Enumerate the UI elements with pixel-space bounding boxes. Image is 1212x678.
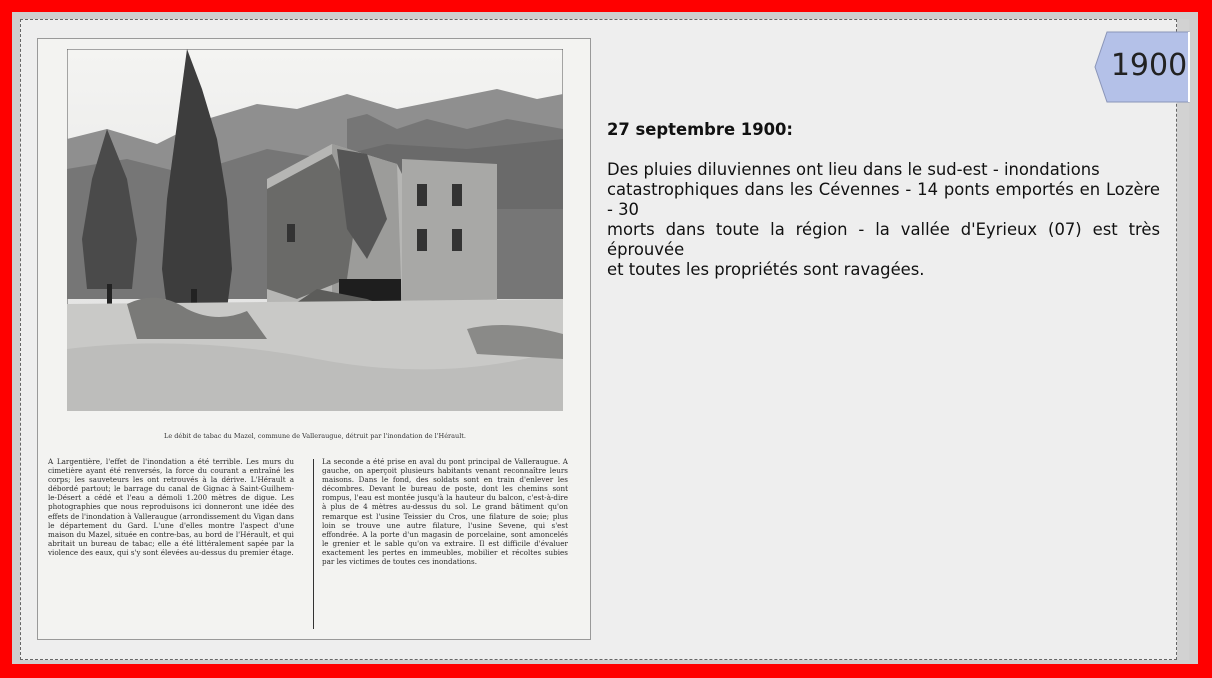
flood-photo	[67, 49, 563, 411]
article-text	[607, 120, 1160, 280]
scan-caption: Le débit de tabac du Mazel, commune de Valleraugue, détruit par l'inondation de l'Hérault.	[164, 432, 466, 440]
article-line: morts dans toute la région - la vallée d'Eyrieux (07) est très	[607, 220, 1160, 239]
article-line: Des pluies diluviennes ont lieu dans le sud-est - inondations	[607, 160, 1100, 179]
article-line: et toutes les propriétés sont ravagées.	[607, 260, 925, 279]
scan-column-right: La seconde a été prise en aval du pont principal de Valleraugue. A gauche, on aperçoit plusieurs habitants venant reconnaître leurs maisons. Dans le fond, des soldats sont en train d'enlever les décombres. Devant le bureau de poste, dont les chemins sont rompus, l'eau est montée jusqu'à la hauteur du balcon, c'est-à-dire à plus de 4 mètres au-dessus du sol. Le grand bâtiment qu'on remarque est l'usine Teissier du Cros, une filature de soie; plus loin se trouve une autre filature, l'usine Sevene, qui s'est effondrée. A la porte d'un magasin de porcelaine, sont amoncelés le grenier et le sable qu'on va extraire. Il est difficile d'évaluer exactement les pertes en immeubles, mobilier et récoltes subies par les victimes de toutes ces inondations.	[322, 457, 568, 567]
article-headline: 27 septembre 1900:	[607, 120, 793, 139]
side-strip	[1177, 19, 1189, 660]
article-line: catastrophiques dans les Cévennes - 14 ponts emportés en Lozère	[607, 180, 1160, 199]
scan-column-left: A Largentière, l'effet de l'inondation a été terrible. Les murs du cimetière ayant été renversés, la force du courant a entraîné les corps; les sauveteurs les ont retrouvés à la dérive. L'Hérault a débordé partout; le barrage du canal de Gignac à Saint-Guilhem-le-Désert a cédé et l'eau a démoli 1.200 mètres de digue. Les photographies que nous reproduisons ici donneront une idée des effets de l'inondation à Valleraugue (arrondissement du Vigan dans le département du Gard. L'une d'elles montre l'aspect d'une maison du Mazel, située en contre-bas, au bord de l'Hérault, et qui abritait un bureau de tabac; elle a été littéralement sapée par la violence des eaux, qui s'y sont élevées au-dessus du premier étage.	[48, 457, 294, 557]
article-line: - 30	[607, 200, 639, 219]
newspaper-scan	[37, 38, 591, 640]
year-label: 1900	[1110, 48, 1188, 83]
column-divider	[313, 459, 314, 629]
article-line: éprouvée	[607, 240, 685, 259]
